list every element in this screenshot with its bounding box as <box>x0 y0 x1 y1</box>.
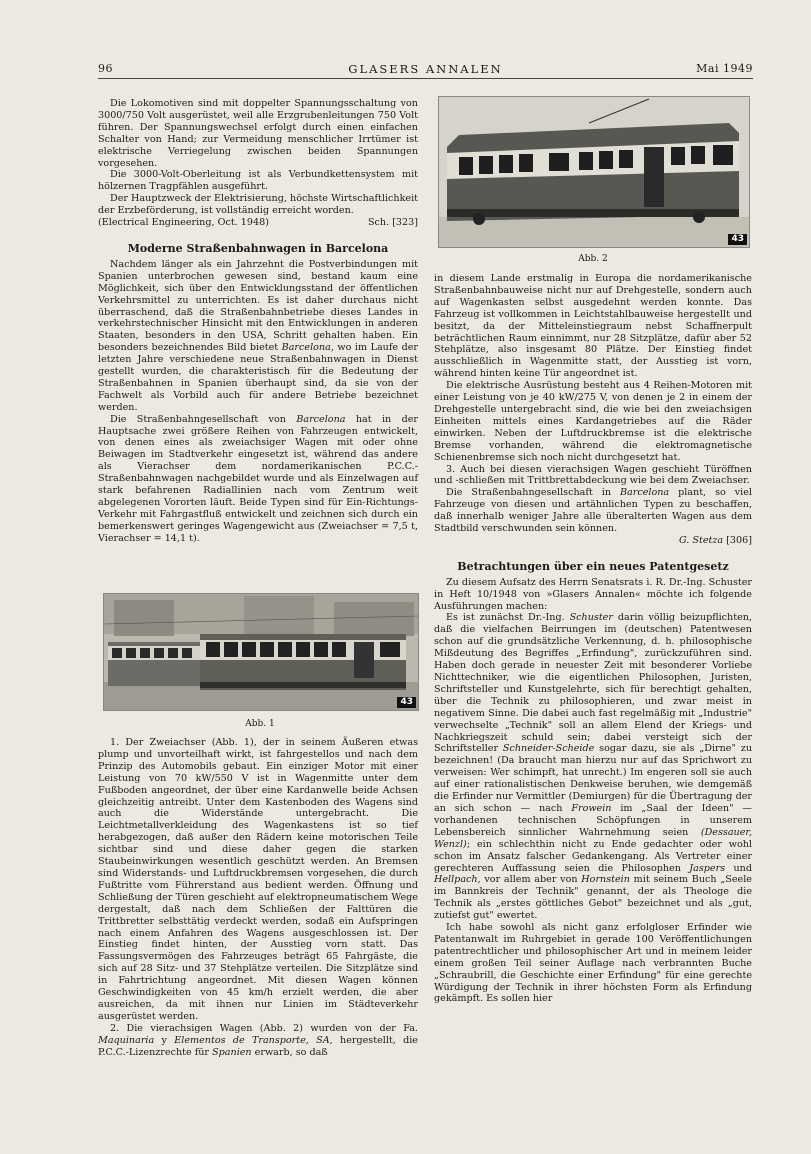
article-paragraph: Es ist zunächst Dr.-Ing. Schuster darin völlig beizupflichten, daß die vielfachen Beirrungen im (deutschen) Patentwesen schon auf die grundsätzliche Verkennung, d. h. philosophische Mißdeutung des Begriffes „Erfindung", zurückzuführen sind. Haben doch gerade in neuester Zeit mit besonderer Vorliebe Nichttechniker, wie die eigentlichen Philosophen, Juristen, Schriftsteller und Kunstgelehrte, sich für berechtigt gehalten, über die Technik zu philosophieren, und zwar meist in negativem Sinne. Die dabei auch fast regelmäßig mit „Industrie" verwechselte „Technik" soll an allem Elend der Kriegs- und Nachkriegszeit schuld sein; dabei versteigt sich der Schriftsteller Schneider-Scheide sogar dazu, sie als „Dirne" zu bezeichnen! (Da braucht man hierzu nur auf das Sprichwort zu verweisen: Wer schimpft, hat unrecht.) Im engeren soll sie auch auf einer rationalistischen Denkweise beruhen, wie demgemäß die Erfinder nur Vermittler (Demiurgen) für die Übertragung der an sich schon — nach Frowein im „Saal der Ideen" — vorhandenen technischen Schöpfungen in unserem Lebensbereich sinnlicher Wahrnehmung seien (Dessauer, Wenzl); ein schlechthin nicht zu Ende gedachter oder wohl schon im Ansatz falscher Gedankengang. Als Vertreter einer gerechteren Auffassung seien die Philosophen Jaspers und Hellpach, vor allem aber von Hornstein mit seinem Buch „Seele im Bannkreis der Technik" genannt, der als Theologe die Technik als „erstes göttliches Gebot" bezeichnet und als „gut, zutiefst gut" ewertet. <box>434 612 753 922</box>
article-paragraph: Die Straßenbahngesellschaft von Barcelona hat in der Hauptsache zwei größere Reihen von Fahrzeugen entwickelt, von denen eines als zweiachsiger Wagen mit oder ohne Beiwagen im Stadtverkehr eingesetzt ist, während das andere als Vierachser dem nordamerikanischen P.C.C.-Straßenbahnwagen nachgebildet wurde und als Einzelwagen auf stark befahrenen Radiallinien nach vom Zentrum weit abgelegenen Vororten läuft. Beide Typen sind für Ein-Richtungs-Verkehr mit Fahrgastfluß entwickelt und zeichnen sich durch ein bemerkenswert geringes Wagengewicht aus (Zweiachser = 7,5 t, Vierachser = 14,1 t). <box>98 413 418 544</box>
reference-id: Sch. [323] <box>367 217 418 229</box>
figure-caption: Abb. 1 <box>245 719 275 729</box>
page-number: 96 <box>98 62 113 75</box>
article-paragraph: 1. Der Zweiachser (Abb. 1), der in seinem Äußeren etwas plump und unvorteilhaft wirkt, ist fahrgestellos und nach dem Prinzip des Automobils gebaut. Ein einziger Motor mit einer Leistung von 70 kW/550 V ist in Wagenmitte unter dem Fußboden angeordnet, der über eine Kardanwelle beide Achsen gleichzeitig antreibt. Unter dem Kastenboden des Wagens sind auch die Widerstände untergebracht. Die Leichtmetallverkleidung des Wagenkastens ist so tief herabgezogen, daß außer den Rädern keine motorischen Teile sichtbar sind und diese daher gegen die starken Staubeinwirkungen wesentlich geschützt werden. An Bremsen sind Widerstands- und Luftdruckbremsen vorgesehen, die durch Fußtritte vom Führerstand aus bedient werden. Öffnung und Schließung der Türen geschieht auf elektropneumatischem Wege dergestalt, daß nach dem Schließen der Falttüren die Trittbretter selbsttätig verdeckt werden, sodaß ein Aufspringen nach einem Anfahren des Wagens ausgeschlossen ist. Der Einstieg findet hinten, der Ausstieg vorn statt. Das Fassungsvermögen des Fahrzeuges beträgt 65 Fahrgäste, die sich auf 28 Sitz- und 37 Stehplätze verteilen. Die Sitzplätze sind in Fahrtrichtung angeordnet. Mit diesen Wagen können Geschwindigkeiten von 45 km/h erzielt werden, die aber ausreichen, da mit ihnen nur Linien im Städteverkehr ausgerüstet werden. <box>98 737 418 1022</box>
reference-source: (Electrical Engineering, Oct. 1948) <box>98 217 269 229</box>
intro-paragraph: Die 3000-Volt-Oberleitung ist als Verbundkettensystem mit hölzernen Tragpfählen ausgeführt. <box>98 169 418 193</box>
figure-tram-two-axle <box>103 593 419 711</box>
intro-reference <box>98 217 418 229</box>
figure-badge: 43 <box>728 234 747 245</box>
article-paragraph: Zu diesem Aufsatz des Herrn Senatsrats i. R. Dr.-Ing. Schuster in Heft 10/1948 von »Glasers Annalen« möchte ich folgende Ausführungen machen: <box>434 576 752 612</box>
figure-tram-four-axle <box>438 96 750 248</box>
left-column-bottom <box>98 737 418 1058</box>
article-paragraph: in diesem Lande erstmalig in Europa die nordamerikanische Straßenbahnbauweise nicht nur auf Drehgestelle, sondern auch auf Wagenkasten selbst ausgedehnt werden konnte. Das Fahrzeug ist vollkommen in Leichtstahlbauweise hergestellt und besitzt, da der Mitteleinstiegraum nebst Schaffnerpult beträchtlichen Raum einnimmt, nur 28 Sitzplätze, dafür aber 52 Stehplätze, also insgesamt 80 Plätze. Der Einstieg findet ausschließlich in Wagenmitte statt, der Ausstieg ist vorn, während hinten keine Tür angeordnet ist. <box>434 273 752 380</box>
article-title: Moderne Straßenbahnwagen in Barcelona <box>127 241 389 255</box>
issue-date: Mai 1949 <box>696 62 753 75</box>
intro-paragraph: Die Lokomotiven sind mit doppelter Spannungsschaltung von 3000/750 Volt ausgerüstet, weil alle Erzgrubenleitungen 750 Volt führen. Der Spannungswechsel erfolgt durch einen einfachen Schalter von Hand; zur Vermeidung menschlicher Irrtümer ist elektrische Verriegelung zwischen beiden Spannungen vorgesehen. <box>98 98 418 169</box>
figure-badge: 43 <box>397 697 416 708</box>
article-paragraph: 2. Die vierachsigen Wagen (Abb. 2) wurden von der Fa. Maquinaria y Elementos de Transporte, SA, hergestellt, die P.C.C.-Lizenzrechte für Spanien erwarb, so daß <box>98 1022 418 1058</box>
tram-photo-illustration <box>439 97 749 247</box>
header-rule <box>98 78 753 79</box>
article-paragraph: 3. Auch bei diesen vierachsigen Wagen geschieht Türöffnen und -schließen mit Trittbrettabdeckung wie bei dem Zweiachser. <box>434 463 752 487</box>
running-header <box>98 62 753 78</box>
tram-photo-illustration <box>104 594 418 710</box>
right-column <box>434 273 752 1005</box>
article-paragraph: Ich habe sowohl als nicht ganz erfolgloser Erfinder wie Patentanwalt im Ruhrgebiet in gerade 100 Veröffentlichungen patentrechtlicher und philosophischer Art und in meinem leider einem großen Teil seiner Auflage nach verbrannten Buche „Schraubrill, die Geschichte einer Erfindung" für eine gerechte Würdigung der Technik in ihrer höchsten Form als Erfindung gekämpft. Es sollen hier <box>434 922 752 1005</box>
left-column-top <box>98 98 418 545</box>
article-paragraph: Nachdem länger als ein Jahrzehnt die Postverbindungen mit Spanien unterbrochen gewesen sind, bestand kaum eine Möglichkeit, sich über den Entwicklungsstand der öffentlichen Verkehrsmittel zu unterrichten. Es ist daher durchaus nicht überraschend, daß die Straßenbahnbetriebe dieses Landes in verkehrstechnischer Hinsicht mit den Entwicklungen in anderen Staaten, besonders in den USA, Schritt gehalten haben. Ein besonders bezeichnendes Bild bietet Barcelona, wo im Laufe der letzten Jahre verschiedene neue Straßenbahnwagen in Dienst gestellt wurden, die charakteristisch für die Bedeutung der Straßenbahnen in Spanien überhaupt sind, da sie von der Fachwelt als Vorbild auch für andere Betriebe bezeichnet werden. <box>98 258 418 413</box>
figure-caption: Abb. 2 <box>578 254 608 264</box>
journal-title: GLASERS ANNALEN <box>348 62 503 76</box>
article-paragraph: Die Straßenbahngesellschaft in Barcelona plant, so viel Fahrzeuge von diesen und artähnlichen Typen zu beschaffen, daß innerhalb weniger Jahre alle überalterten Wagen aus dem Stadtbild verschwunden sein können. <box>434 487 752 535</box>
author-signature: G. Stetza [306] <box>678 534 752 546</box>
article-paragraph: Die elektrische Ausrüstung besteht aus 4 Reihen-Motoren mit einer Leistung von je 40 kW/275 V, von denen je 2 in einem der Drehgestelle untergebracht sind, die wie bei den zweiachsigen Einheiten mittels eines Kardangetriebes auf die Räder einwirken. Neben der Luftdruckbremse ist die elektrische Bremse vorhanden, während die elektromagnetische Schienenbremse sich noch nicht durchgesetzt hat. <box>434 380 752 463</box>
intro-paragraph: Der Hauptzweck der Elektrisierung, höchste Wirtschaftlichkeit der Erzbeförderung, ist vollständig erreicht worden. <box>98 193 418 217</box>
article-title: Betrachtungen über ein neues Patentgesetz <box>457 559 729 573</box>
